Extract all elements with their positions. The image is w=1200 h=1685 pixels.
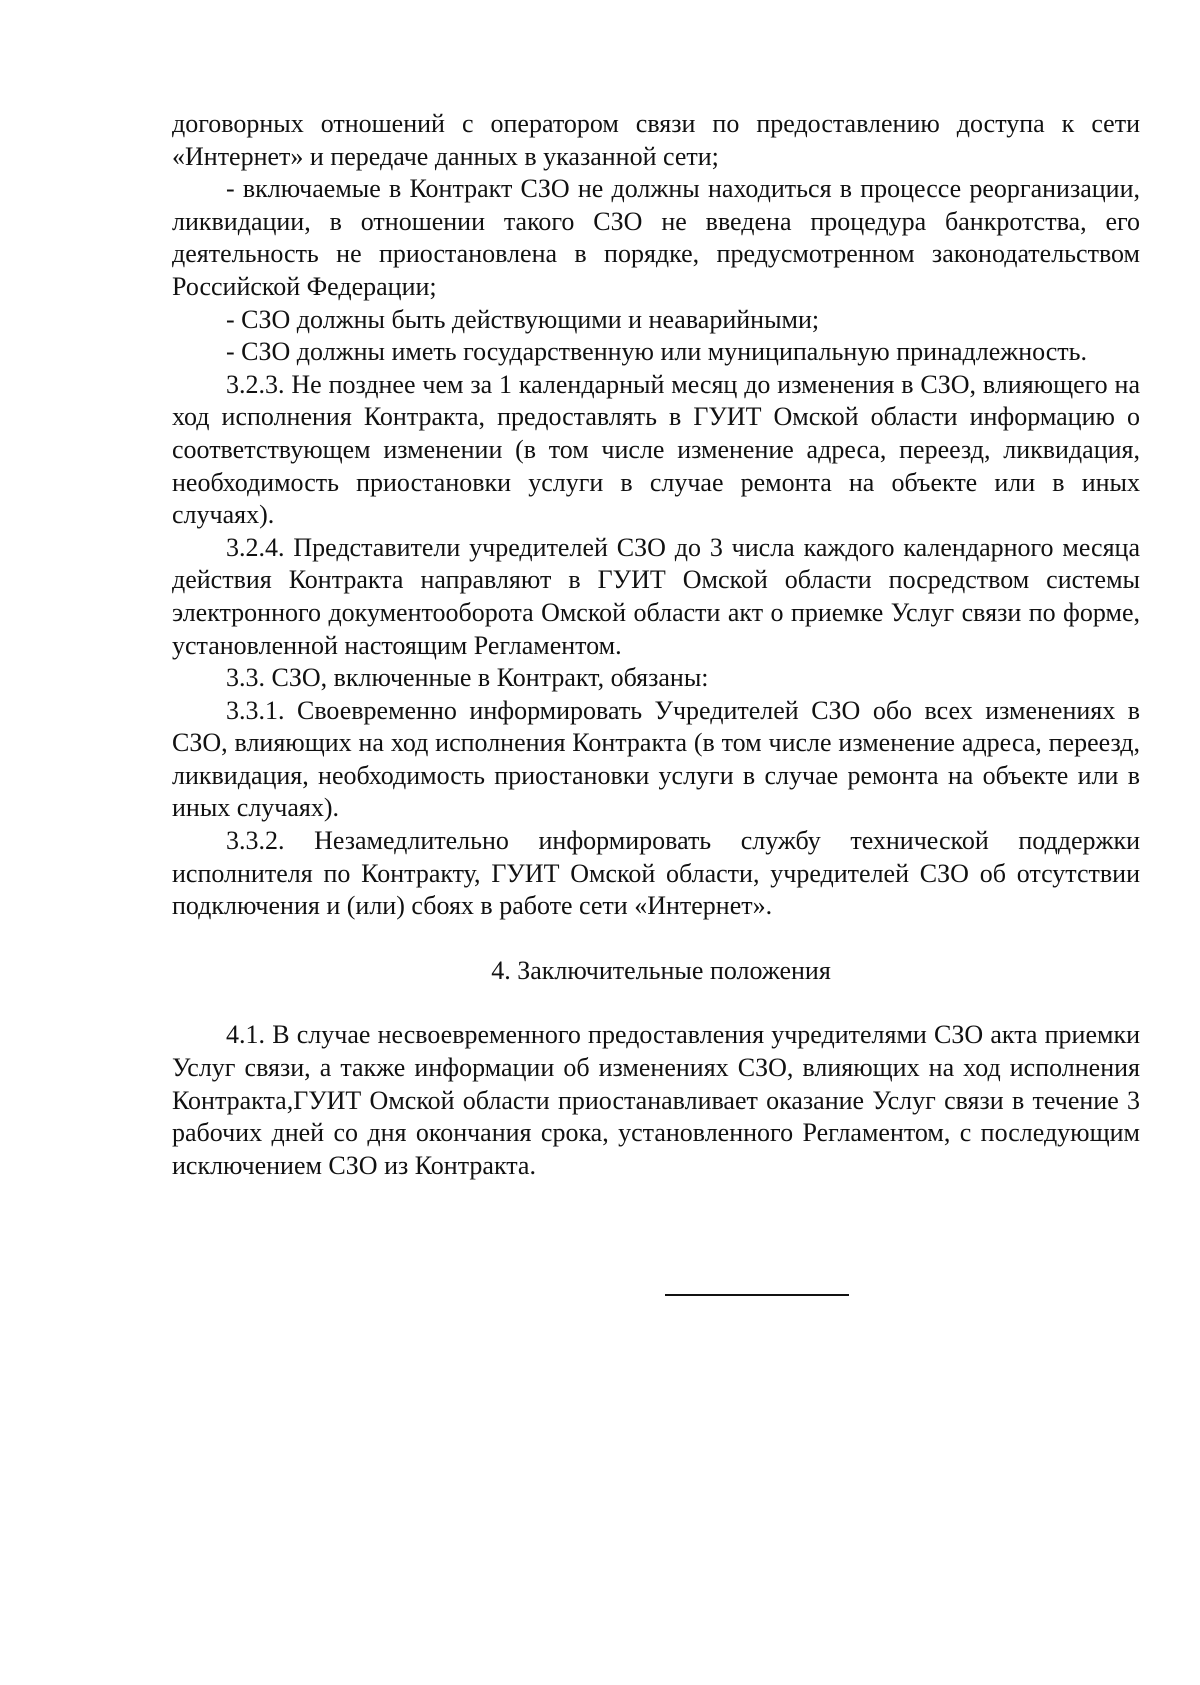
paragraph-3-2-3: 3.2.3. Не позднее чем за 1 календарный месяц до изменения в СЗО, влияющего на ход исполнения Контракта, предоставлять в ГУИТ Омской области информацию о соответствующем изменении (в том числе изменение адреса, переезд, ликвидация, необходимость приостановки услуги в случае ремонта на объекте или в иных случаях). [172,369,1140,530]
paragraph-4-1: 4.1. В случае несвоевременного предоставления учредителями СЗО акта приемки Услуг связи, а также информации об изменениях СЗО, влияющих на ход исполнения Контракта,ГУИТ Омской области приостанавливает оказание Услуг связи в течение 3 рабочих дней со дня окончания срока, установленного Регламентом, с последующим исключением СЗО из Контракта. [172,1020,1140,1180]
paragraph-requirement-reorganization: - включаемые в Контракт СЗО не должны находиться в процессе реорганизации, ликвидации, в отношении такого СЗО не введена процедура банкротства, его деятельность не приостановлена в порядке, предусмотренном законодательством Российской Федерации; [172,174,1140,301]
document-page [172,108,1140,1182]
end-rule [665,1294,849,1296]
paragraph-3-3: 3.3. СЗО, включенные в Контракт, обязаны: [226,663,709,693]
paragraph-3-2-4: 3.2.4. Представители учредителей СЗО до 3 числа каждого календарного месяца действия Контракта направляют в ГУИТ Омской области посредством системы электронного документооборота Омской области акт о приемке Услуг связи по форме, установленной настоящим Регламентом. [172,532,1140,660]
section-heading: 4. Заключительные положения [491,955,831,985]
paragraph-continuation: договорных отношений с оператором связи по предоставлению доступа к сети «Интернет» и передаче данных в указанной сети; [172,109,1140,171]
paragraph-3-3-1: 3.3.1. Своевременно информировать Учредителей СЗО обо всех изменениях в СЗО, влияющих на ход исполнения Контракта (в том числе изменение адреса, переезд, ликвидация, необходимость приостановки услуги в случае ремонта на объекте или в иных случаях). [172,695,1140,823]
paragraph-3-3-2: 3.3.2. Незамедлительно информировать службу технической поддержки исполнителя по Контракту, ГУИТ Омской области, учредителей СЗО об отсутствии подключения и (или) сбоях в работе сети «Интернет». [172,826,1140,921]
paragraph-requirement-operational: - СЗО должны быть действующими и неаварийными; [226,304,820,334]
paragraph-requirement-ownership: - СЗО должны иметь государственную или муниципальную принадлежность. [226,337,1088,367]
